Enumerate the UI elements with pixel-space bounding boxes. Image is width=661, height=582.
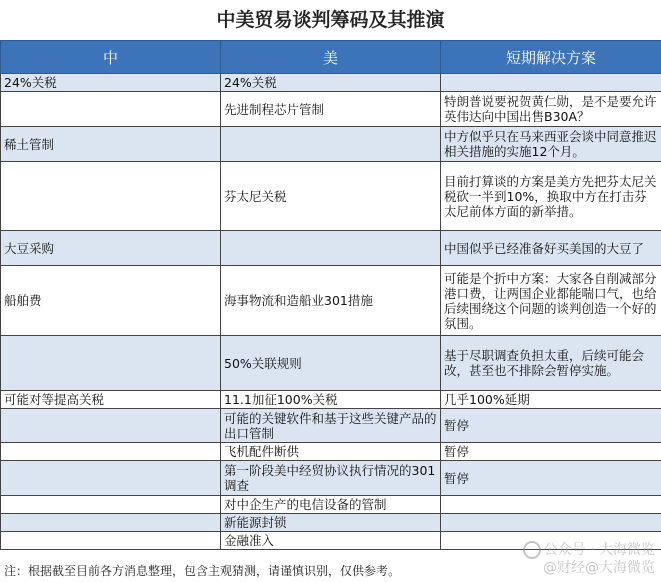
cell-us: 对中企生产的电信设备的管制: [221, 496, 441, 514]
cell-china: [1, 461, 221, 496]
cell-solution: 目前打算谈的方案是美方先把芬太尼关税砍一半到10%，换取中方在打击芬太尼前体方面的新举措。: [441, 162, 661, 231]
footnote: 注：根据截至目前各方消息整理，包含主观猜测，请谨慎识别，仅供参考。: [4, 564, 401, 578]
column-header-us: 美: [221, 41, 441, 74]
cell-solution: 中方似乎只在马来西亚会谈中同意推迟相关措施的实施12个月。: [441, 127, 661, 162]
cell-china: [1, 514, 221, 532]
column-header-china: 中: [1, 41, 221, 74]
cell-china: 大豆采购: [1, 231, 221, 266]
cell-us: [221, 231, 441, 266]
table-row: [1, 127, 661, 162]
watermark: [465, 541, 655, 577]
cell-china: 船舶费: [1, 266, 221, 336]
table-row: [1, 496, 661, 514]
table-row: [1, 443, 661, 461]
cell-us: [221, 127, 441, 162]
cell-us: 50%关联规则: [221, 336, 441, 391]
watermark-line-1: 公众号 · 大海微览: [543, 542, 655, 558]
cell-china: [1, 336, 221, 391]
cell-china: [1, 443, 221, 461]
cell-us: 先进制程芯片管制: [221, 92, 441, 127]
cell-china: [1, 162, 221, 231]
cell-us: 海事物流和造船业301措施: [221, 266, 441, 336]
cell-china: [1, 532, 221, 550]
cell-solution: 可能是个折中方案：大家各自削减部分港口费，让两国企业都能喘口气，也给后续围绕这个问题的谈判创造一个好的氛围。: [441, 266, 661, 336]
cell-china: [1, 92, 221, 127]
cell-solution: [441, 74, 661, 92]
cell-solution: 中国似乎已经准备好买美国的大豆了: [441, 231, 661, 266]
table-row: [1, 461, 661, 496]
cell-us: 24%关税: [221, 74, 441, 92]
cell-us: 可能的关键软件和基于这些关键产品的出口管制: [221, 409, 441, 443]
cell-china: 稀土管制: [1, 127, 221, 162]
table-row: [1, 231, 661, 266]
page-title: 中美贸易谈判筹码及其推演: [216, 9, 445, 31]
cell-us: 芬太尼关税: [221, 162, 441, 231]
cell-us: 新能源封锁: [221, 514, 441, 532]
cell-solution: 暂停: [441, 443, 661, 461]
table-row: [1, 92, 661, 127]
cell-solution: 几乎100%延期: [441, 391, 661, 409]
table-row: [1, 266, 661, 336]
cell-china: 24%关税: [1, 74, 221, 92]
cell-us: 第一阶段美中经贸协议执行情况的301调查: [221, 461, 441, 496]
cell-solution: [441, 514, 661, 532]
table-header-row: [1, 41, 661, 74]
cell-us: 金融准入: [221, 532, 441, 550]
table-row: [1, 409, 661, 443]
cell-china: 可能对等提高关税: [1, 391, 221, 409]
table-row: [1, 162, 661, 231]
table-row: [1, 514, 661, 532]
column-header-solution: 短期解决方案: [441, 41, 661, 74]
cell-solution: [441, 496, 661, 514]
cell-solution: 暂停: [441, 461, 661, 496]
negotiation-table: [0, 40, 661, 550]
watermark-line-2: @财经@大海微览: [543, 560, 655, 576]
table-row: [1, 336, 661, 391]
cell-us: 飞机配件断供: [221, 443, 441, 461]
table-row: [1, 391, 661, 409]
cell-china: [1, 409, 221, 443]
cell-solution: 特朗普说要祝贺黄仁勋，是不是要允许英伟达向中国出售B30A？: [441, 92, 661, 127]
cell-us: 11.1加征100%关税: [221, 391, 441, 409]
cell-solution: 暂停: [441, 409, 661, 443]
cell-china: [1, 496, 221, 514]
table-row: [1, 74, 661, 92]
cell-solution: 基于尽职调查负担太重，后续可能会改，甚至也不排除会暂停实施。: [441, 336, 661, 391]
wechat-icon: [523, 541, 541, 559]
